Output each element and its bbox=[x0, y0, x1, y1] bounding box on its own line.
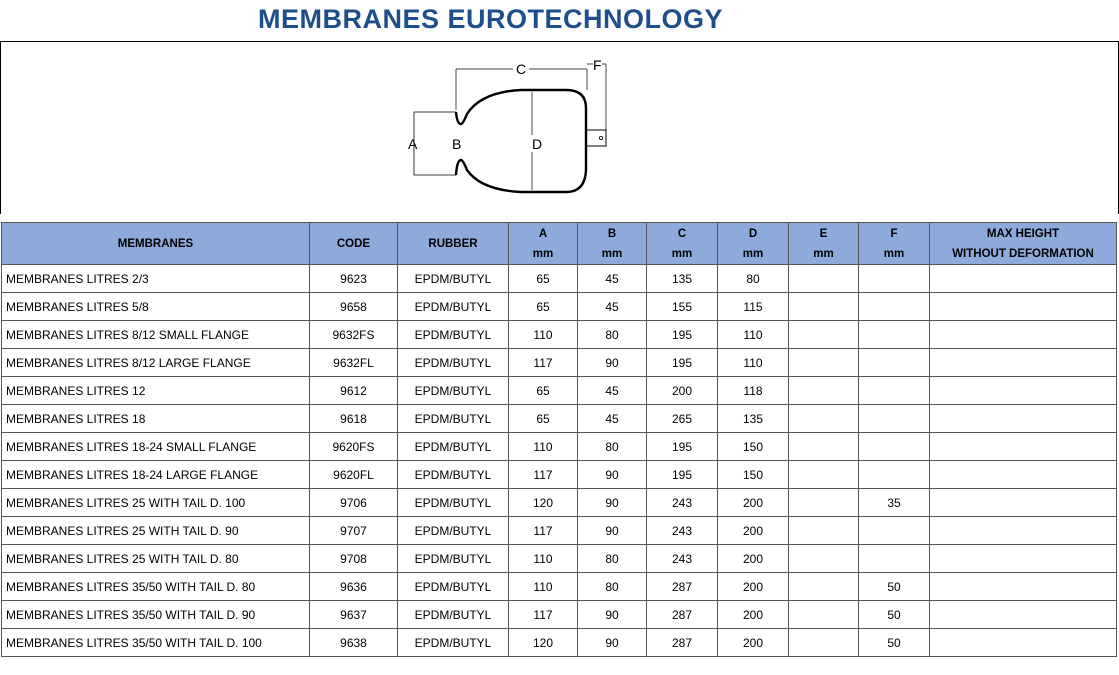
cell-c: 243 bbox=[647, 489, 718, 517]
cell-e bbox=[789, 573, 859, 601]
cell-code: 9620FL bbox=[310, 461, 398, 489]
cell-code: 9618 bbox=[310, 405, 398, 433]
cell-d: 150 bbox=[718, 461, 789, 489]
cell-f bbox=[859, 265, 930, 293]
table-row bbox=[2, 545, 1117, 573]
cell-b: 80 bbox=[578, 573, 647, 601]
cell-b: 45 bbox=[578, 293, 647, 321]
cell-f bbox=[859, 293, 930, 321]
cell-b: 90 bbox=[578, 489, 647, 517]
cell-rubber: EPDM/BUTYL bbox=[398, 629, 509, 657]
cell-max-height bbox=[930, 629, 1117, 657]
cell-code: 9637 bbox=[310, 601, 398, 629]
table-row bbox=[2, 573, 1117, 601]
cell-e bbox=[789, 629, 859, 657]
cell-rubber: EPDM/BUTYL bbox=[398, 321, 509, 349]
cell-rubber: EPDM/BUTYL bbox=[398, 265, 509, 293]
cell-b: 90 bbox=[578, 601, 647, 629]
cell-code: 9706 bbox=[310, 489, 398, 517]
cell-b: 45 bbox=[578, 265, 647, 293]
header-e: E mm bbox=[789, 223, 859, 265]
cell-rubber: EPDM/BUTYL bbox=[398, 377, 509, 405]
table-row bbox=[2, 517, 1117, 545]
table-row bbox=[2, 629, 1117, 657]
cell-code: 9708 bbox=[310, 545, 398, 573]
cell-c: 243 bbox=[647, 517, 718, 545]
cell-e bbox=[789, 265, 859, 293]
header-max-height: MAX HEIGHT WITHOUT DEFORMATION bbox=[930, 223, 1117, 265]
flange-outline bbox=[414, 112, 456, 175]
cell-membrane-name: MEMBRANES LITRES 25 WITH TAIL D. 100 bbox=[2, 489, 310, 517]
cell-d: 200 bbox=[718, 545, 789, 573]
cell-max-height bbox=[930, 433, 1117, 461]
cell-e bbox=[789, 433, 859, 461]
cell-a: 110 bbox=[509, 573, 578, 601]
cell-e bbox=[789, 517, 859, 545]
table-row bbox=[2, 293, 1117, 321]
cell-d: 118 bbox=[718, 377, 789, 405]
cell-d: 150 bbox=[718, 433, 789, 461]
cell-b: 80 bbox=[578, 545, 647, 573]
cell-rubber: EPDM/BUTYL bbox=[398, 293, 509, 321]
membrane-spec-table bbox=[1, 222, 1117, 657]
cell-a: 65 bbox=[509, 377, 578, 405]
cell-e bbox=[789, 489, 859, 517]
cell-membrane-name: MEMBRANES LITRES 18 bbox=[2, 405, 310, 433]
cell-b: 90 bbox=[578, 461, 647, 489]
cell-code: 9707 bbox=[310, 517, 398, 545]
cell-a: 117 bbox=[509, 517, 578, 545]
cell-a: 65 bbox=[509, 265, 578, 293]
cell-f bbox=[859, 321, 930, 349]
cell-rubber: EPDM/BUTYL bbox=[398, 489, 509, 517]
cell-max-height bbox=[930, 377, 1117, 405]
cell-membrane-name: MEMBRANES LITRES 25 WITH TAIL D. 90 bbox=[2, 517, 310, 545]
cell-f bbox=[859, 433, 930, 461]
cell-b: 90 bbox=[578, 629, 647, 657]
cell-code: 9620FS bbox=[310, 433, 398, 461]
cell-a: 65 bbox=[509, 293, 578, 321]
cell-d: 200 bbox=[718, 629, 789, 657]
label-c: C bbox=[516, 61, 527, 77]
cell-d: 200 bbox=[718, 573, 789, 601]
table-body bbox=[2, 265, 1117, 657]
cell-code: 9632FS bbox=[310, 321, 398, 349]
cell-membrane-name: MEMBRANES LITRES 35/50 WITH TAIL D. 100 bbox=[2, 629, 310, 657]
title-bar bbox=[0, 0, 1119, 42]
cell-a: 117 bbox=[509, 461, 578, 489]
cell-max-height bbox=[930, 545, 1117, 573]
page-title: MEMBRANES EUROTECHNOLOGY bbox=[258, 4, 724, 34]
cell-max-height bbox=[930, 489, 1117, 517]
membrane-body bbox=[456, 90, 586, 192]
table-row bbox=[2, 349, 1117, 377]
membrane-drawing bbox=[1, 42, 1118, 214]
cell-code: 9638 bbox=[310, 629, 398, 657]
cell-code: 9658 bbox=[310, 293, 398, 321]
cell-f: 50 bbox=[859, 601, 930, 629]
cell-code: 9636 bbox=[310, 573, 398, 601]
header-c: C mm bbox=[647, 223, 718, 265]
cell-rubber: EPDM/BUTYL bbox=[398, 349, 509, 377]
cell-max-height bbox=[930, 573, 1117, 601]
cell-c: 287 bbox=[647, 629, 718, 657]
table-row bbox=[2, 265, 1117, 293]
cell-b: 45 bbox=[578, 405, 647, 433]
cell-e bbox=[789, 601, 859, 629]
cell-a: 110 bbox=[509, 433, 578, 461]
cell-membrane-name: MEMBRANES LITRES 25 WITH TAIL D. 80 bbox=[2, 545, 310, 573]
cell-rubber: EPDM/BUTYL bbox=[398, 405, 509, 433]
cell-f bbox=[859, 461, 930, 489]
cell-c: 200 bbox=[647, 377, 718, 405]
cell-d: 115 bbox=[718, 293, 789, 321]
cell-c: 287 bbox=[647, 601, 718, 629]
cell-e bbox=[789, 321, 859, 349]
cell-b: 45 bbox=[578, 377, 647, 405]
cell-membrane-name: MEMBRANES LITRES 5/8 bbox=[2, 293, 310, 321]
cell-membrane-name: MEMBRANES LITRES 8/12 SMALL FLANGE bbox=[2, 321, 310, 349]
membrane-diagram bbox=[0, 42, 1119, 214]
cell-d: 200 bbox=[718, 517, 789, 545]
cell-rubber: EPDM/BUTYL bbox=[398, 517, 509, 545]
table-row bbox=[2, 321, 1117, 349]
cell-d: 135 bbox=[718, 405, 789, 433]
cell-c: 195 bbox=[647, 461, 718, 489]
cell-membrane-name: MEMBRANES LITRES 35/50 WITH TAIL D. 90 bbox=[2, 601, 310, 629]
header-a: A mm bbox=[509, 223, 578, 265]
header-d: D mm bbox=[718, 223, 789, 265]
cell-a: 65 bbox=[509, 405, 578, 433]
cell-rubber: EPDM/BUTYL bbox=[398, 601, 509, 629]
cell-code: 9623 bbox=[310, 265, 398, 293]
cell-d: 110 bbox=[718, 349, 789, 377]
cell-b: 90 bbox=[578, 349, 647, 377]
cell-c: 135 bbox=[647, 265, 718, 293]
cell-b: 80 bbox=[578, 433, 647, 461]
cell-code: 9632FL bbox=[310, 349, 398, 377]
cell-e bbox=[789, 405, 859, 433]
header-b: B mm bbox=[578, 223, 647, 265]
cell-a: 110 bbox=[509, 545, 578, 573]
tail-hole bbox=[599, 136, 602, 139]
cell-a: 120 bbox=[509, 629, 578, 657]
table-row bbox=[2, 377, 1117, 405]
cell-d: 200 bbox=[718, 489, 789, 517]
cell-e bbox=[789, 377, 859, 405]
cell-f bbox=[859, 517, 930, 545]
cell-c: 195 bbox=[647, 349, 718, 377]
label-f: F bbox=[593, 57, 602, 73]
label-b: B bbox=[452, 136, 462, 152]
cell-c: 195 bbox=[647, 321, 718, 349]
cell-d: 200 bbox=[718, 601, 789, 629]
cell-e bbox=[789, 293, 859, 321]
header-rubber: RUBBER bbox=[398, 223, 509, 265]
cell-membrane-name: MEMBRANES LITRES 18-24 LARGE FLANGE bbox=[2, 461, 310, 489]
cell-b: 80 bbox=[578, 321, 647, 349]
cell-f bbox=[859, 545, 930, 573]
cell-d: 80 bbox=[718, 265, 789, 293]
cell-membrane-name: MEMBRANES LITRES 18-24 SMALL FLANGE bbox=[2, 433, 310, 461]
cell-e bbox=[789, 349, 859, 377]
cell-max-height bbox=[930, 601, 1117, 629]
cell-d: 110 bbox=[718, 321, 789, 349]
cell-e bbox=[789, 545, 859, 573]
cell-c: 155 bbox=[647, 293, 718, 321]
label-a: A bbox=[408, 136, 418, 152]
cell-f bbox=[859, 349, 930, 377]
cell-e bbox=[789, 461, 859, 489]
cell-max-height bbox=[930, 321, 1117, 349]
cell-max-height bbox=[930, 461, 1117, 489]
cell-b: 90 bbox=[578, 517, 647, 545]
table-row bbox=[2, 461, 1117, 489]
header-code: CODE bbox=[310, 223, 398, 265]
cell-f bbox=[859, 405, 930, 433]
cell-max-height bbox=[930, 517, 1117, 545]
table-row bbox=[2, 489, 1117, 517]
table-header-row bbox=[2, 223, 1117, 265]
cell-c: 265 bbox=[647, 405, 718, 433]
cell-rubber: EPDM/BUTYL bbox=[398, 545, 509, 573]
cell-rubber: EPDM/BUTYL bbox=[398, 433, 509, 461]
cell-a: 117 bbox=[509, 349, 578, 377]
cell-rubber: EPDM/BUTYL bbox=[398, 461, 509, 489]
cell-f: 50 bbox=[859, 573, 930, 601]
header-membranes: MEMBRANES bbox=[2, 223, 310, 265]
table-row bbox=[2, 601, 1117, 629]
cell-f: 50 bbox=[859, 629, 930, 657]
cell-a: 120 bbox=[509, 489, 578, 517]
cell-max-height bbox=[930, 349, 1117, 377]
cell-f bbox=[859, 377, 930, 405]
cell-max-height bbox=[930, 293, 1117, 321]
table-row bbox=[2, 433, 1117, 461]
table-row bbox=[2, 405, 1117, 433]
cell-c: 243 bbox=[647, 545, 718, 573]
cell-membrane-name: MEMBRANES LITRES 2/3 bbox=[2, 265, 310, 293]
cell-c: 195 bbox=[647, 433, 718, 461]
cell-max-height bbox=[930, 265, 1117, 293]
header-f: F mm bbox=[859, 223, 930, 265]
label-d: D bbox=[532, 136, 543, 152]
cell-c: 287 bbox=[647, 573, 718, 601]
cell-membrane-name: MEMBRANES LITRES 8/12 LARGE FLANGE bbox=[2, 349, 310, 377]
cell-rubber: EPDM/BUTYL bbox=[398, 573, 509, 601]
cell-a: 117 bbox=[509, 601, 578, 629]
cell-f: 35 bbox=[859, 489, 930, 517]
cell-max-height bbox=[930, 405, 1117, 433]
cell-a: 110 bbox=[509, 321, 578, 349]
cell-membrane-name: MEMBRANES LITRES 12 bbox=[2, 377, 310, 405]
cell-code: 9612 bbox=[310, 377, 398, 405]
cell-membrane-name: MEMBRANES LITRES 35/50 WITH TAIL D. 80 bbox=[2, 573, 310, 601]
